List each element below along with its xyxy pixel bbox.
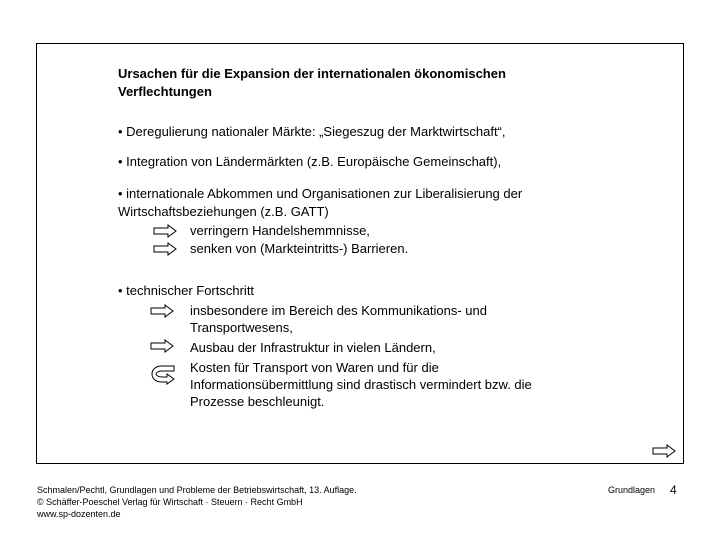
slide-title-line1: Ursachen für die Expansion der internationalen ökonomischen xyxy=(118,66,506,81)
right-arrow-icon xyxy=(150,339,174,353)
bullet-deregulation: • Deregulierung nationaler Märkte: „Siegeszug der Marktwirtschaft“, xyxy=(118,124,506,139)
footer-citation-line2: © Schäffer-Poeschel Verlag für Wirtschaft · Steuern · Recht GmbH xyxy=(37,497,303,507)
sub-item-communication-line2: Transportwesens, xyxy=(190,320,293,335)
bullet-integration: • Integration von Ländermärkten (z.B. Europäische Gemeinschaft), xyxy=(118,154,502,169)
next-slide-icon[interactable] xyxy=(652,444,676,458)
footer-citation xyxy=(37,484,357,520)
sub-item-costs-line1: Kosten für Transport von Waren und für die xyxy=(190,360,439,375)
slide-title-line2: Verflechtungen xyxy=(118,84,212,99)
bullet-agreements-line2: Wirtschaftsbeziehungen (z.B. GATT) xyxy=(118,204,329,219)
footer-citation-line3: www.sp-dozenten.de xyxy=(37,509,121,519)
sub-item-infrastructure: Ausbau der Infrastruktur in vielen Ländern, xyxy=(190,340,436,355)
footer-citation-line1: Schmalen/Pechtl, Grundlagen und Probleme der Betriebswirtschaft, 13. Auflage. xyxy=(37,485,357,495)
curved-arrow-icon xyxy=(150,363,176,385)
sub-item-trade-barriers: verringern Handelshemmnisse, xyxy=(190,223,370,238)
sub-item-market-entry: senken von (Markteintritts-) Barrieren. xyxy=(190,241,409,256)
right-arrow-icon xyxy=(153,224,177,238)
sub-item-costs-line3: Prozesse beschleunigt. xyxy=(190,394,325,409)
page-number: 4 xyxy=(670,483,677,497)
footer-section: Grundlagen xyxy=(608,485,656,495)
slide-title xyxy=(118,65,578,101)
sub-item-communication-line1: insbesondere im Bereich des Kommunikations- und xyxy=(190,303,487,318)
sub-item-costs-line2: Informationsübermittlung sind drastisch vermindert bzw. die xyxy=(190,377,532,392)
bullet-agreements-line1: • internationale Abkommen und Organisationen zur Liberalisierung der xyxy=(118,186,523,201)
bullet-tech-progress: • technischer Fortschritt xyxy=(118,283,255,298)
right-arrow-icon xyxy=(153,242,177,256)
right-arrow-icon xyxy=(150,304,174,318)
